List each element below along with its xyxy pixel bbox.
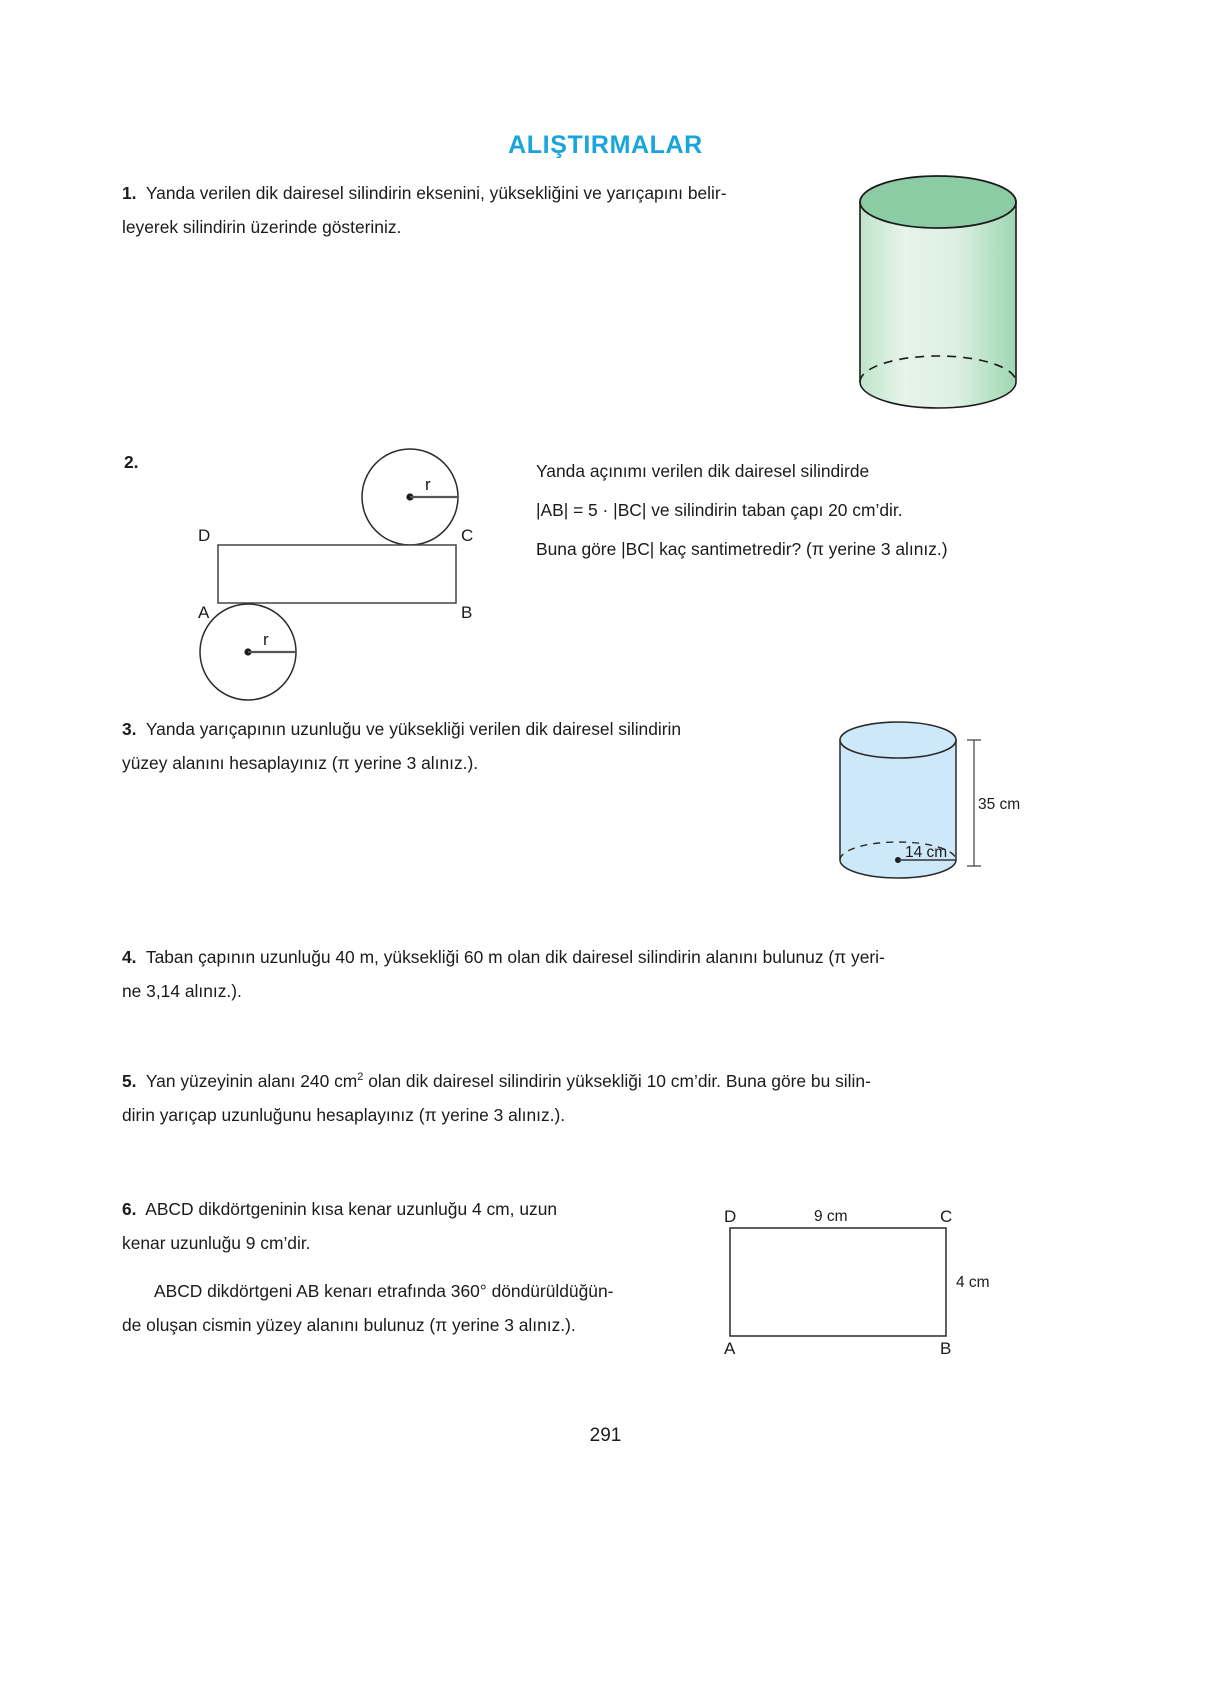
question-3-line-2: yüzey alanını hesaplayınız (π yerine 3 alınız.).: [122, 753, 479, 773]
question-6-line-1: ABCD dikdörtgeninin kısa kenar uzunluğu 4 cm, uzun: [145, 1199, 558, 1219]
question-3-text: [122, 712, 800, 780]
question-3-line-1: Yanda yarıçapının uzunluğu ve yüksekliği verilen dik dairesel silindirin: [145, 719, 682, 739]
question-5-number: 5.: [122, 1070, 137, 1091]
radius-label: 14 cm: [905, 844, 948, 861]
abcd-rectangle-svg: [716, 1196, 1006, 1356]
rect-vertex-A: A: [724, 1339, 736, 1358]
net-vertex-C: C: [461, 526, 474, 545]
rect-vertex-B: B: [940, 1339, 952, 1358]
page-number: 291: [589, 1425, 622, 1446]
cylinder-top-ellipse: [860, 176, 1016, 228]
height-label: 35 cm: [978, 796, 1021, 813]
blue-cylinder-svg: [828, 718, 1021, 898]
question-2-line-1: Yanda açınımı verilen dik dairesel silindirde: [536, 461, 870, 481]
net-rectangle: [218, 545, 456, 603]
question-6-line-2: kenar uzunluğu 9 cm’dir.: [122, 1233, 311, 1253]
question-5-exponent: 2: [357, 1071, 364, 1083]
blue-cylinder-figure: [828, 718, 1021, 898]
cylinder-net-figure: [160, 440, 500, 680]
question-2-number: 2.: [124, 452, 139, 472]
green-cylinder-figure: [858, 176, 1018, 408]
question-2-text: [536, 452, 1022, 569]
question-2-line-3: Buna göre |BC| kaç santimetredir? (π yerine 3 alınız.): [536, 539, 948, 559]
net-top-radius-label: r: [425, 475, 431, 494]
question-6-number: 6.: [122, 1199, 137, 1219]
question-5-text: [122, 1060, 1088, 1132]
question-1-text: [122, 176, 840, 244]
abcd-rectangle-figure: [716, 1196, 1006, 1356]
question-6-line-3: ABCD dikdörtgeni AB kenarı etrafında 360° döndürüldüğün-: [154, 1281, 614, 1301]
net-vertex-A: A: [198, 603, 210, 622]
abcd-rectangle: [730, 1228, 946, 1336]
question-6-text: [122, 1192, 692, 1342]
question-3-number: 3.: [122, 719, 137, 739]
net-bottom-radius-label: r: [263, 630, 269, 649]
cylinder-body: [860, 202, 1016, 408]
question-4-line-2: ne 3,14 alınız.).: [122, 981, 242, 1001]
question-5-line-2: dirin yarıçap uzunluğunu hesaplayınız (π yerine 3 alınız.).: [122, 1104, 566, 1125]
rect-vertex-D: D: [724, 1207, 737, 1226]
question-2-line-2: |AB| = 5 · |BC| ve silindirin taban çapı 20 cm’dir.: [536, 500, 903, 520]
page-title: ALIŞTIRMALAR: [508, 131, 703, 159]
question-5-line-1-a: Yan yüzeyinin alanı 240 cm: [145, 1070, 358, 1091]
question-4-text: [122, 940, 1088, 1008]
net-vertex-B: B: [461, 603, 473, 622]
cylinder-net-svg: [160, 440, 500, 680]
question-1-line-1: Yanda verilen dik dairesel silindirin eksenini, yüksekliğini ve yarıçapını belir-: [145, 183, 727, 203]
question-1-number: 1.: [122, 183, 137, 203]
rect-right-label: 4 cm: [956, 1274, 990, 1291]
question-1-line-2: leyerek silindirin üzerinde gösteriniz.: [122, 217, 402, 237]
rect-top-label: 9 cm: [814, 1208, 848, 1225]
blue-cylinder-top-ellipse: [840, 722, 956, 758]
rect-vertex-C: C: [940, 1207, 953, 1226]
question-4-number: 4.: [122, 947, 137, 967]
green-cylinder-svg: [858, 176, 1018, 408]
net-vertex-D: D: [198, 526, 211, 545]
question-6-line-4: de oluşan cismin yüzey alanını bulunuz (π yerine 3 alınız.).: [122, 1315, 576, 1335]
question-4-line-1: Taban çapının uzunluğu 40 m, yüksekliği 60 m olan dik dairesel silindirin alanını bulunuz (π yeri-: [145, 947, 885, 967]
question-5-line-1-b: olan dik dairesel silindirin yüksekliği 10 cm’dir. Buna göre bu silin-: [363, 1070, 871, 1091]
